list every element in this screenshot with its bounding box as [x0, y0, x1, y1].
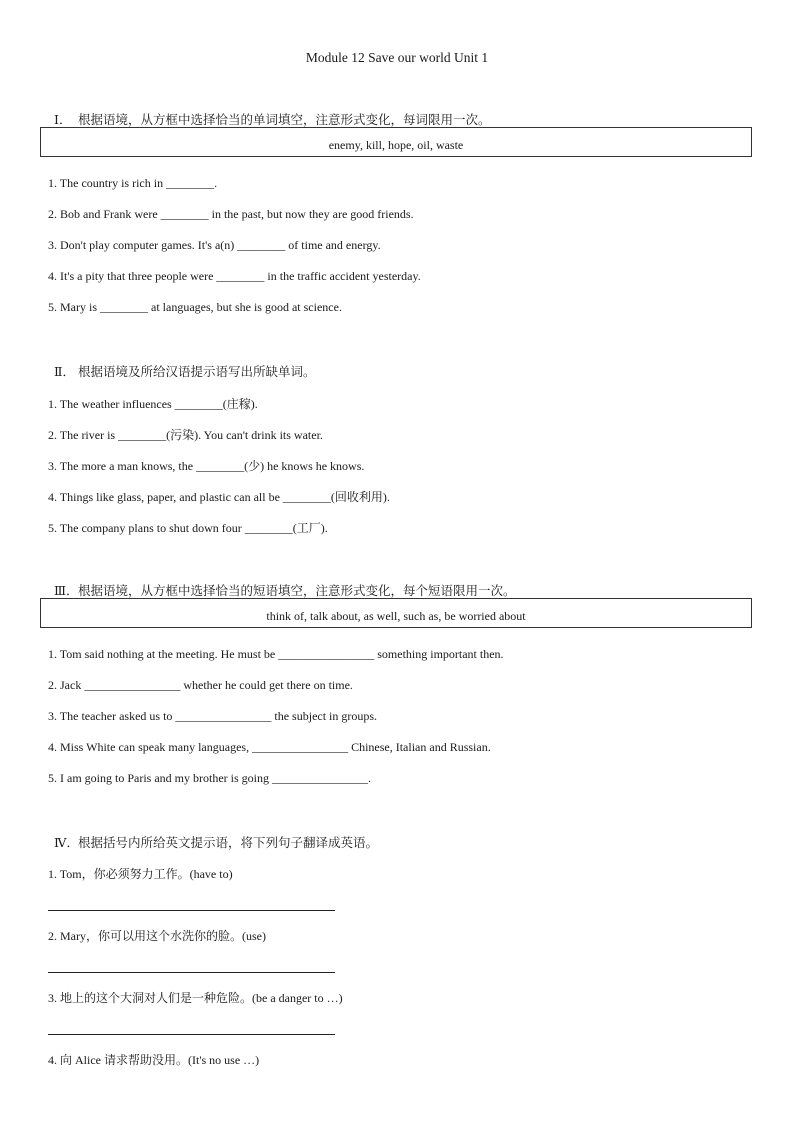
section-4-question-3: 3. 地上的这个大洞对人们是一种危险。(be a danger to …) [48, 991, 343, 1005]
section-1-word-box [40, 127, 752, 157]
section-2-question-4: 4. Things like glass, paper, and plastic can all be ________(回收利用). [48, 490, 390, 504]
answer-line-3 [48, 1034, 335, 1035]
section-1-question-5: 5. Mary is ________ at languages, but she is good at science. [48, 300, 342, 314]
section-3-phrase-bank: think of, talk about, as well, such as, be worried about [266, 609, 526, 623]
section-3-phrase-box [40, 598, 752, 628]
section-1-heading [54, 110, 491, 128]
answer-line-2 [48, 972, 335, 973]
section-4-heading [54, 833, 378, 851]
section-1-question-3: 3. Don't play computer games. It's a(n) ________ of time and energy. [48, 238, 381, 252]
section-2-question-5: 5. The company plans to shut down four ________(工厂). [48, 521, 328, 535]
section-2-question-3: 3. The more a man knows, the ________(少) he knows he knows. [48, 459, 365, 473]
section-1-question-2: 2. Bob and Frank were ________ in the past, but now they are good friends. [48, 207, 414, 221]
section-2-question-2: 2. The river is ________(污染). You can't drink its water. [48, 428, 323, 442]
section-3-question-3: 3. The teacher asked us to ________________ the subject in groups. [48, 709, 378, 723]
section-2-number: Ⅱ． [54, 365, 75, 379]
section-4-question-1: 1. Tom，你必须努力工作。(have to) [48, 867, 233, 881]
section-3-question-2: 2. Jack ________________ whether he could get there on time. [48, 678, 353, 692]
section-3-question-1: 1. Tom said nothing at the meeting. He must be ________________ something important then. [48, 647, 504, 661]
section-3-question-5: 5. I am going to Paris and my brother is going ________________. [48, 771, 371, 785]
section-2-heading [54, 362, 316, 380]
section-3-heading [54, 581, 516, 599]
section-2-instruction: 根据语境及所给汉语提示语写出所缺单词。 [78, 365, 316, 379]
section-2-question-1: 1. The weather influences ________(庄稼). [48, 397, 258, 411]
section-3-question-4: 4. Miss White can speak many languages, ________________ Chinese, Italian and Russian. [48, 740, 491, 754]
page-title: Module 12 Save our world Unit 1 [305, 50, 489, 65]
section-1-word-bank: enemy, kill, hope, oil, waste [328, 138, 464, 152]
section-4-question-2: 2. Mary，你可以用这个水洗你的脸。(use) [48, 929, 266, 943]
section-4-number: Ⅳ． [54, 836, 79, 850]
section-1-number: Ⅰ． [54, 113, 72, 127]
answer-line-1 [48, 910, 335, 911]
section-4-question-4: 4. 向 Alice 请求帮助没用。(It's no use …) [48, 1053, 260, 1067]
section-1-question-1: 1. The country is rich in ________. [48, 176, 218, 190]
section-1-question-4: 4. It's a pity that three people were ________ in the traffic accident yesterday. [48, 269, 421, 283]
section-1-instruction: 根据语境，从方框中选择恰当的单词填空，注意形式变化，每词限用一次。 [78, 113, 491, 127]
section-3-instruction: 根据语境，从方框中选择恰当的短语填空，注意形式变化，每个短语限用一次。 [78, 584, 516, 598]
section-3-number: Ⅲ． [54, 584, 79, 598]
section-4-instruction: 根据括号内所给英文提示语，将下列句子翻译成英语。 [78, 836, 379, 850]
